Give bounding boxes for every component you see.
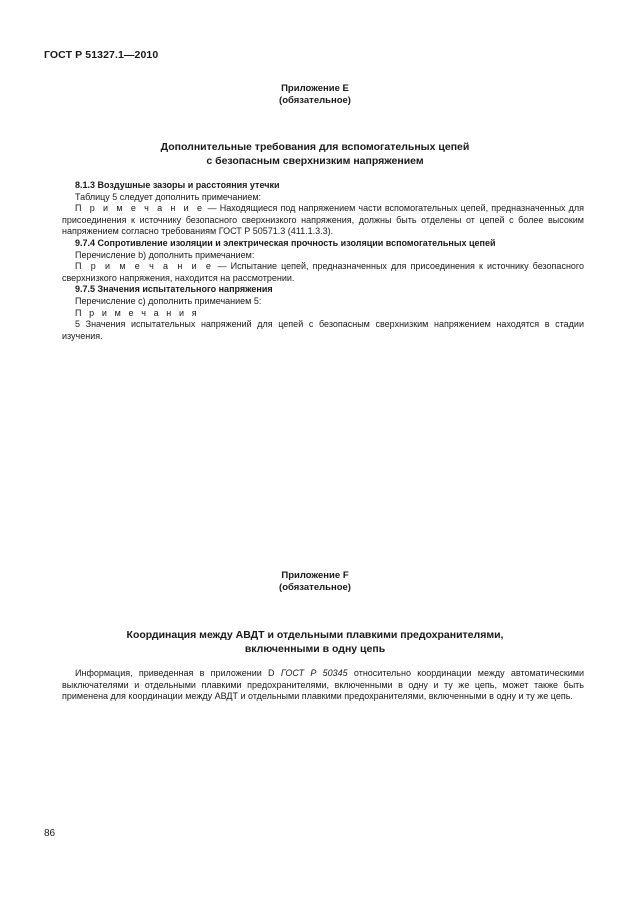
section-9-7-5-text: Перечисление с) дополнить примечанием 5:	[75, 295, 262, 306]
appendix-f-paragraph	[62, 668, 584, 703]
section-9-7-5-title: 9.7.5 Значения испытательного напряжения	[75, 284, 273, 295]
standard-reference: ГОСТ Р 50345	[280, 668, 348, 678]
section-9-7-4-text: Перечисление b) дополнить примечанием:	[75, 249, 255, 260]
note-label: П р и м е ч а н и е	[75, 261, 214, 272]
appendix-e-status: (обязательное)	[279, 95, 351, 106]
document-header: ГОСТ Р 51327.1—2010	[44, 49, 159, 61]
section-9-7-5-note-text: 5 Значения испытательных напряжений для цепей с безопасным сверхнизким напряжением находятся в стадии изучения.	[62, 319, 584, 341]
appendix-f-heading-line1: Координация между АВДТ и отдельными плавкими предохранителями,	[126, 629, 504, 641]
appendix-f-body	[62, 668, 584, 703]
paragraph-text-end: относительно координации между автоматическими выключателями и отдельными плавкими предохранителями, включенными в одну и ту же цепь, может также быть применена для координации между АВДТ и отдельными плавкими предохранителями, включенными в одну и ту же цепь.	[62, 668, 585, 702]
section-9-7-5-note-label: П р и м е ч а н и я	[75, 307, 200, 318]
appendix-f-status: (обязательное)	[279, 582, 351, 593]
paragraph-text-start: Информация, приведенная в приложении D	[75, 668, 281, 678]
appendix-e-heading-line2: с безопасным сверхнизким напряжением	[206, 155, 424, 167]
appendix-f-title: Приложение F	[281, 570, 349, 581]
page-number: 86	[44, 828, 56, 839]
section-8-1-3-title: 8.1.3 Воздушные зазоры и расстояния утечки	[75, 180, 280, 190]
appendix-e-heading-line1: Дополнительные требования для вспомогательных цепей	[160, 141, 470, 153]
note-text: — Испытание цепей, предназначенных для присоединения к источнику безопасного сверхнизкого напряжения, находится на рассмотрении.	[62, 261, 585, 283]
section-9-7-4-note	[62, 261, 584, 284]
section-8-1-3-text: Таблицу 5 следует дополнить примечанием:	[75, 191, 262, 202]
note-label: П р и м е ч а н и е	[75, 203, 205, 214]
appendix-e-body	[62, 180, 584, 342]
section-8-1-3-note	[62, 203, 584, 238]
appendix-e-title: Приложение Е	[281, 83, 349, 94]
note-text: — Находящиеся под напряжением части вспомогательных цепей, предназначенных для присоединения к источнику безопасного сверхнизкого напряжения, должны быть отделены от цепей с более высоким напряжением согласно требованиям ГОСТ Р 50571.3 (411.1.3.3).	[62, 203, 585, 237]
section-9-7-4-title: 9.7.4 Сопротивление изоляции и электрическая прочность изоляции вспомогательных цепей	[75, 237, 496, 248]
appendix-f-heading-line2: включенными в одну цепь	[244, 643, 386, 655]
